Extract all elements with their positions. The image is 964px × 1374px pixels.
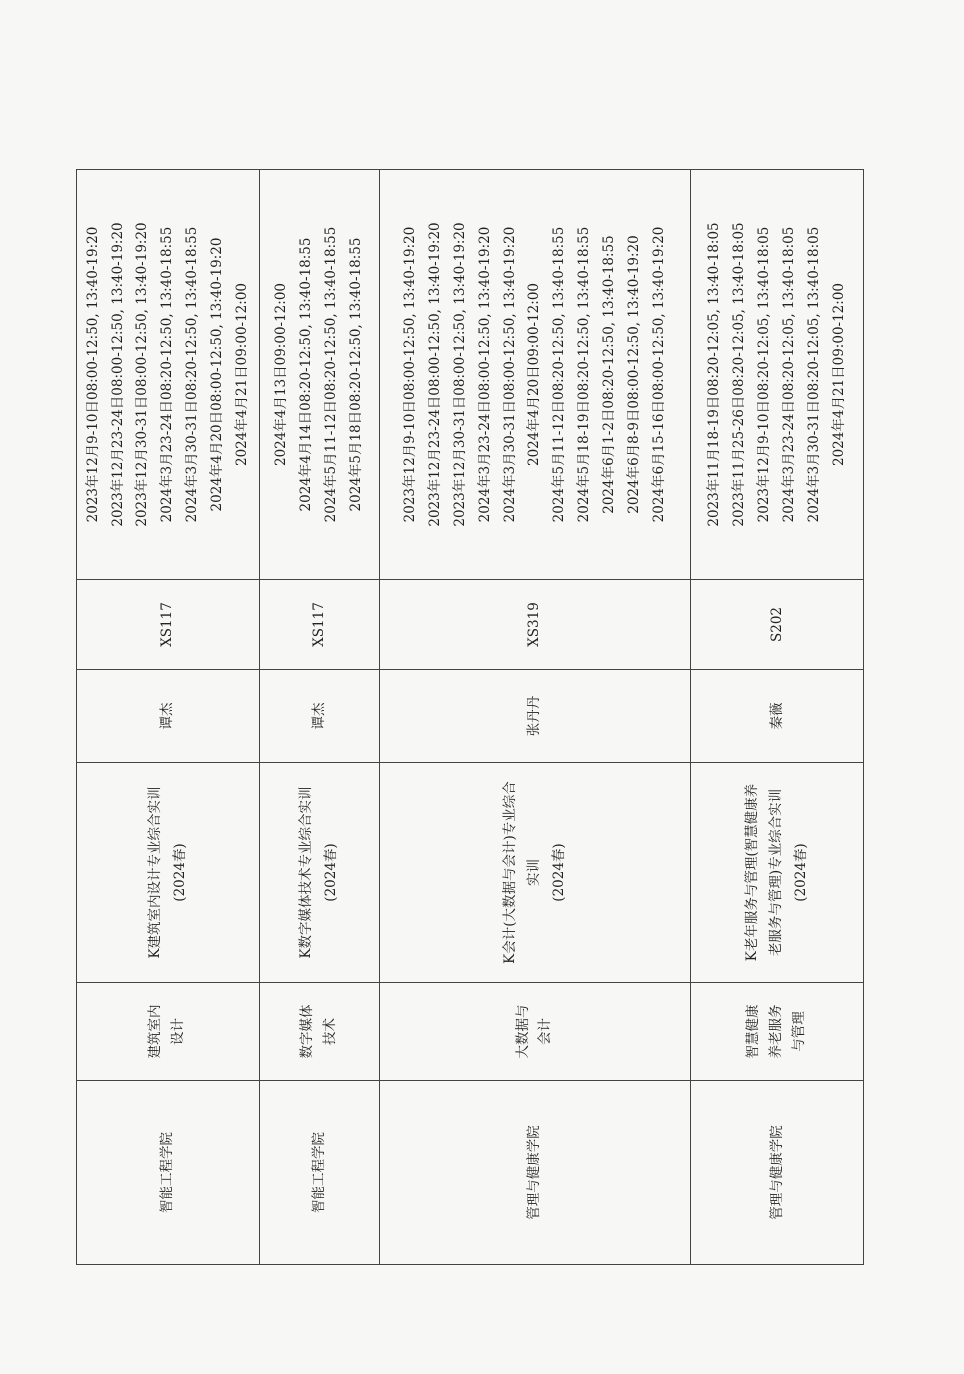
major-text: 数字媒体技术 (298, 1004, 338, 1059)
time-line: 2023年12月9-10日08:20-12:05, 13:40-18:05 (756, 226, 773, 523)
time-line: 2024年5月18日08:20-12:50, 13:40-18:55 (348, 237, 365, 512)
room-cell: S202 (691, 580, 864, 670)
course-term: (2024春) (171, 843, 188, 902)
college-cell: 管理与健康学院 (691, 1081, 864, 1265)
teacher-cell: 谭杰 (259, 670, 379, 763)
time-line: 2024年3月30-31日08:20-12:05, 13:40-18:05 (806, 226, 822, 523)
time-line: 2023年12月30-31日08:00-12:50, 13:40-19:20 (134, 222, 151, 527)
major-text: 大数据与会计 (514, 1004, 554, 1059)
time-line: 2024年4月14日08:20-12:50, 13:40-18:55 (298, 237, 315, 512)
college-cell: 管理与健康学院 (379, 1081, 690, 1265)
room-cell: XS117 (259, 580, 379, 670)
course-term: (2024春) (323, 843, 340, 902)
time-line: 2023年12月23-24日08:00-12:50, 13:40-19:20 (426, 222, 443, 527)
time-line: 2024年5月11-12日08:20-12:50, 13:40-18:55 (323, 226, 340, 523)
major-cell (379, 983, 690, 1081)
time-line: 2023年11月25-26日08:20-12:05, 13:40-18:05 (731, 222, 748, 527)
teacher-cell: 张丹丹 (379, 670, 690, 763)
teacher-cell: 秦薇 (691, 670, 864, 763)
time-line: 2024年4月20日08:00-12:50, 13:40-19:20 (209, 237, 226, 512)
course-term: (2024春) (551, 843, 568, 902)
time-line: 2023年11月18-19日08:20-12:05, 13:40-18:05 (706, 222, 723, 527)
time-line: 2023年12月30-31日08:00-12:50, 13:40-19:20 (451, 222, 468, 527)
time-cell (259, 170, 379, 580)
time-line: 2024年5月18-19日08:20-12:50, 13:40-18:55 (576, 226, 593, 523)
time-line: 2024年6月1-2日08:20-12:50, 13:40-18:55 (601, 235, 618, 514)
course-text: K老年服务与管理(智慧健康养老服务与管理)专业综合实训 (743, 783, 785, 962)
major-cell (77, 983, 260, 1081)
time-line: 2024年6月15-16日08:00-12:50, 13:40-19:20 (651, 226, 668, 523)
college-cell: 智能工程学院 (77, 1081, 260, 1265)
course-cell (691, 763, 864, 983)
schedule-table (76, 169, 864, 1265)
teacher-cell: 谭杰 (77, 670, 260, 763)
table-row (379, 170, 690, 1265)
course-text: K建筑室内设计专业综合实训 (146, 786, 163, 959)
room-cell: XS117 (77, 580, 260, 670)
time-cell (77, 170, 260, 580)
time-line: 2024年4月13日09:00-12:00 (273, 283, 290, 466)
time-cell (691, 170, 864, 580)
table-row (77, 170, 260, 1265)
time-line: 2024年3月23-24日08:20-12:50, 13:40-18:55 (159, 226, 176, 523)
time-line: 2023年12月23-24日08:00-12:50, 13:40-19:20 (109, 222, 126, 527)
time-line: 2024年4月21日09:00-12:00 (830, 283, 847, 466)
table-row (691, 170, 864, 1265)
rotated-table-wrapper (76, 170, 864, 1265)
time-line: 2024年5月11-12日08:20-12:50, 13:40-18:55 (551, 226, 568, 523)
course-text: K数字媒体技术专业综合实训 (298, 786, 315, 959)
time-line: 2024年3月23-24日08:20-12:05, 13:40-18:05 (781, 226, 798, 523)
course-cell (77, 763, 260, 983)
time-line: 2024年4月21日09:00-12:00 (234, 283, 251, 466)
course-term: (2024春) (793, 843, 810, 902)
time-line: 2024年4月20日09:00-12:00 (526, 283, 543, 466)
time-line: 2024年3月23-24日08:00-12:50, 13:40-19:20 (476, 226, 493, 523)
time-cell (379, 170, 690, 580)
time-line: 2024年3月30-31日08:20-12:50, 13:40-18:55 (184, 226, 201, 523)
major-text: 建筑室内设计 (147, 1004, 187, 1059)
time-line: 2024年3月30-31日08:00-12:50, 13:40-19:20 (501, 226, 518, 523)
table-row (259, 170, 379, 1265)
major-cell (691, 983, 864, 1081)
major-text: 智慧健康养老服务与管理 (745, 1004, 807, 1059)
time-line: 2023年12月9-10日08:00-12:50, 13:40-19:20 (401, 226, 418, 523)
college-cell: 智能工程学院 (259, 1081, 379, 1265)
time-line: 2023年12月9-10日08:00-12:50, 13:40-19:20 (84, 226, 101, 523)
course-text: K会计(大数据与会计)专业综合实训 (501, 781, 543, 964)
room-cell: XS319 (379, 580, 690, 670)
course-cell (259, 763, 379, 983)
major-cell (259, 983, 379, 1081)
time-line: 2024年6月8-9日08:00-12:50, 13:40-19:20 (626, 235, 643, 514)
course-cell (379, 763, 690, 983)
